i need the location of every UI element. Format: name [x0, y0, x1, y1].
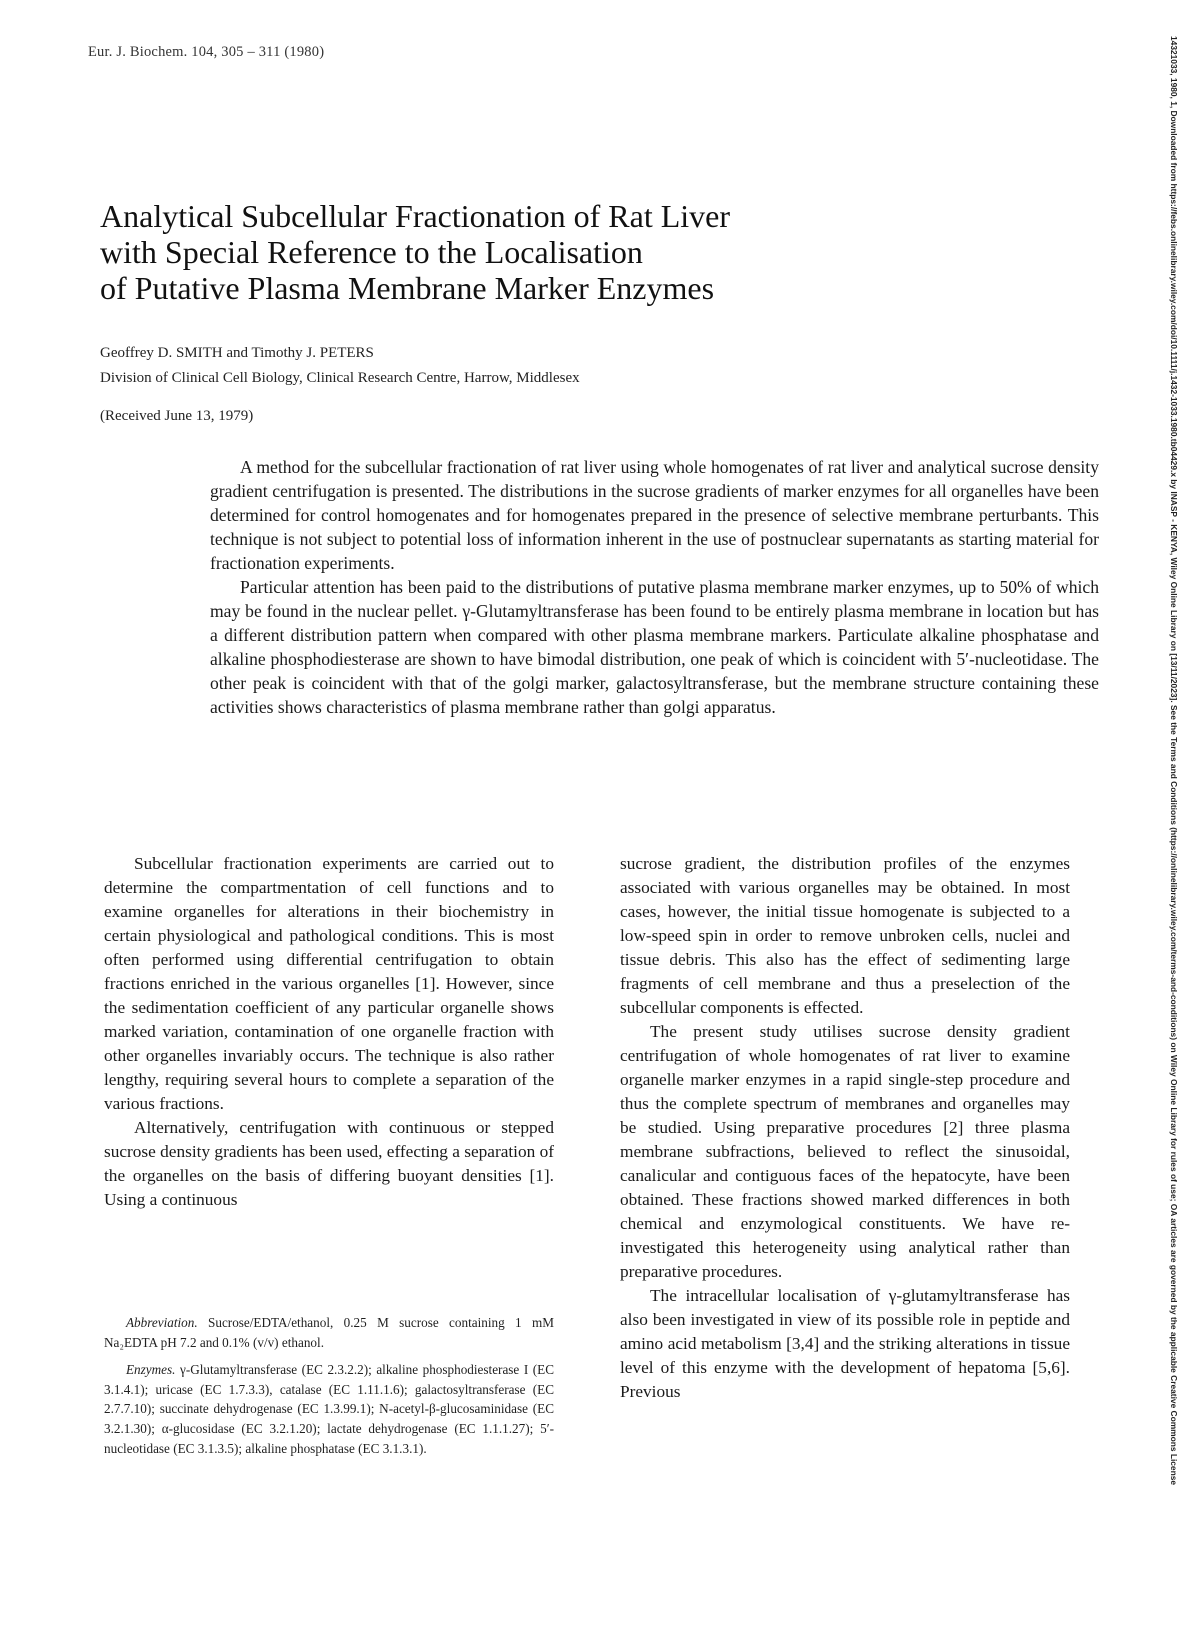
footnote-enzymes: [104, 1360, 554, 1458]
body-paragraph: sucrose gradient, the distribution profiles of the enzymes associated with various organelles may be obtained. In most cases, however, the initial tissue homogenate is subjected to a low-speed spin in order to remove unbroken cells, nuclei and tissue debris. This also has the effect of sedimenting large fragments of cell membrane and thus a preselection of the subcellular components is effected.: [620, 854, 1070, 1017]
body-paragraph: The present study utilises sucrose density gradient centrifugation of whole homogenates of rat liver to examine organelle marker enzymes in a rapid single-step procedure and thus the complete spectrum of membranes and organelles may be studied. Using preparative procedures [2] three plasma membrane subfractions, believed to reflect the sinusoidal, canalicular and contiguous faces of the hepatocyte, have been obtained. These fractions showed marked differences in both chemical and enzymological constituents. We have re-investigated this heterogeneity using analytical rather than preparative procedures.: [620, 1022, 1070, 1281]
title-line-2: with Special Reference to the Localisation: [100, 234, 643, 270]
title-line-3: of Putative Plasma Membrane Marker Enzymes: [100, 270, 715, 306]
footnote-abbreviation-text: Sucrose/EDTA/ethanol, 0.25 M sucrose containing 1 mM Na₂EDTA pH 7.2 and 0.1% (v/v) ethanol.: [104, 1315, 554, 1350]
footnote-abbreviation: [104, 1313, 554, 1352]
abstract-paragraph-2: Particular attention has been paid to the distributions of putative plasma membrane marker enzymes, up to 50% of which may be found in the nuclear pellet. γ-Glutamyltransferase has been found to be entirely plasma membrane in location but has a different distribution pattern when compared with other plasma membrane markers. Particulate alkaline phosphatase and alkaline phosphodiesterase are shown to have bimodal distribution, one peak of which is coincident with 5′-nucleotidase. The other peak is coincident with that of the golgi marker, galactosyltransferase, but the membrane structure containing these activities shows characteristics of plasma membrane rather than golgi apparatus.: [210, 577, 1099, 717]
footnotes: [104, 1313, 554, 1466]
download-notice-text: 14321033, 1980, 1, Downloaded from https://febs.onlinelibrary.wiley.com/doi/10.1111/j.1432-1033.1980.tb04429.x by INASP - KENYA, Wiley Online Library on [13/11/2023]. See the Terms and Conditions (https://onlinelibrary.wiley.com/terms-and-conditions) on Wiley Online Library for rules of use; OA articles are governed by the applicable Creative Commons License: [1169, 36, 1179, 1486]
body-column-right: [620, 852, 1070, 1404]
affiliation: Division of Clinical Cell Biology, Clinical Research Centre, Harrow, Middlesex: [100, 370, 580, 386]
journal-citation: Eur. J. Biochem. 104, 305 – 311 (1980): [88, 44, 325, 60]
abstract-paragraph-1: A method for the subcellular fractionation of rat liver using whole homogenates of rat liver and analytical sucrose density gradient centrifugation is presented. The distributions in the sucrose gradients of marker enzymes for all organelles have been determined for control homogenates and for homogenates prepared in the presence of selective membrane perturbants. This technique is not subject to potential loss of information inherent in the use of postnuclear supernatants as starting material for fractionation experiments.: [210, 457, 1099, 573]
body-paragraph: Subcellular fractionation experiments are carried out to determine the compartmentation of cell functions and to examine organelles for alterations in their biochemistry in certain physiological and pathological conditions. This is most often performed using differential centrifugation to obtain fractions enriched in the various organelles [1]. However, since the sedimentation coefficient of any particular organelle shows marked variation, contamination of one organelle fraction with other organelles invariably occurs. The technique is also rather lengthy, requiring several hours to complete a separation of the various fractions.: [104, 854, 554, 1113]
authors: Geoffrey D. SMITH and Timothy J. PETERS: [100, 345, 374, 361]
article-title: [100, 198, 920, 306]
footnote-enzymes-text: γ-Glutamyltransferase (EC 2.3.2.2); alkaline phosphodiesterase I (EC 3.1.4.1); uricase (EC 1.7.3.3), catalase (EC 1.11.1.6); galactosyltransferase (EC 2.7.7.10); succinate dehydrogenase (EC 1.3.99.1); N-acetyl-β-glucosaminidase (EC 3.2.1.30); α-glucosidase (EC 3.2.1.20); lactate dehydrogenase (EC 1.1.1.27); 5′-nucleotidase (EC 3.1.3.5); alkaline phosphatase (EC 3.1.3.1).: [104, 1362, 554, 1456]
body-column-left: [104, 852, 554, 1212]
title-line-1: Analytical Subcellular Fractionation of Rat Liver: [100, 198, 731, 234]
footnote-abbreviation-label: Abbreviation.: [126, 1315, 198, 1330]
abstract: [210, 455, 1099, 719]
received-date: (Received June 13, 1979): [100, 408, 254, 424]
download-notice-strip: [1168, 36, 1180, 1636]
footnote-enzymes-label: Enzymes.: [126, 1362, 176, 1378]
body-paragraph: The intracellular localisation of γ-glutamyltransferase has also been investigated in view of its possible role in peptide and amino acid metabolism [3,4] and the striking alterations in tissue level of this enzyme with the development of hepatoma [5,6]. Previous: [620, 1286, 1070, 1401]
body-paragraph: Alternatively, centrifugation with continuous or stepped sucrose density gradients has been used, effecting a separation of the organelles on the basis of differing buoyant densities [1]. Using a continuous: [104, 1118, 554, 1209]
